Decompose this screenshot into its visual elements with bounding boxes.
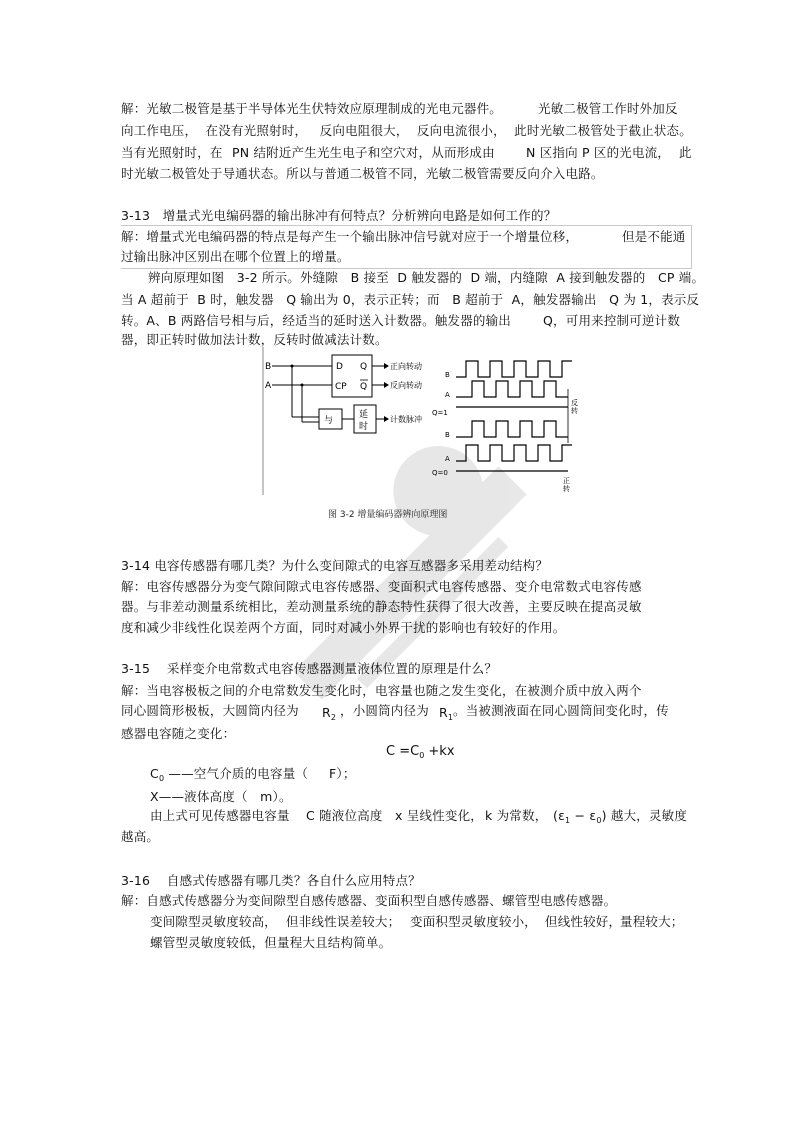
figure-caption: 图 3-2 增量编码器辨向原理图 <box>328 510 448 520</box>
intro-line-3d: 此 <box>679 145 692 160</box>
q315-answer-line-4c: x 呈线性变化， <box>395 808 483 823</box>
input-b-label: B <box>265 362 272 372</box>
q313-title: 3-13 增量式光电编码器的输出脉冲有何特点？分析辨向电路是如何工作的？ <box>121 208 557 223</box>
q315-title: 3-15 采样变介电常数式电容传感器测量液体位置的原理是什么？ <box>121 661 498 676</box>
q313-answer-line-1b: 但是不能通 <box>622 229 686 244</box>
q316-title: 3-16 自感式传感器有哪几类？各自什么应用特点？ <box>121 873 421 888</box>
forward-label-2: 转 <box>563 485 570 493</box>
intro-line-1a: 解：光敏二极管是基于半导体光生伏特效应原理制成的光电元器件。 <box>121 101 503 116</box>
delay-label-2: 时 <box>359 422 369 432</box>
reverse-label-2: 转 <box>571 407 578 415</box>
intro-line-2: 向工作电压， 在没有光照射时， 反向电阻很大， 反向电流很小， 此时光敏二极管处于截止状态。 <box>121 123 692 138</box>
q314-answer-line-3: 度和减少非线性化误差两个方面，同时对减小外界干扰的影响也有较好的作用。 <box>121 620 566 635</box>
reverse-label-1: 反 <box>571 399 578 407</box>
wave-b2-label: B <box>445 431 450 439</box>
q315-answer-line-4d: k 为常数， <box>485 808 548 823</box>
q313-answer-line-3: 辨向原理如图 3-2 所示。外缝隙 B 接至 D 触发器的 D 端，内缝隙 A 接到触发器的 CP 端。 <box>148 270 705 285</box>
q313-answer-line-1a: 解：增量式光电编码器的特点是每产生一个输出脉冲信号就对应于一个增量位移， <box>121 229 579 244</box>
intro-line-4: 时光敏二极管处于导通状态。所以与普通二极管不同，光敏二极管需要反向介入电路。 <box>121 166 604 181</box>
and-gate-label: 与 <box>324 416 334 426</box>
definition-x: X——液体高度（ m）。 <box>150 789 292 804</box>
ff-qbar-label: Q <box>360 382 368 392</box>
input-a-label: A <box>265 381 272 391</box>
q316-answer-line-2c: 变面积型灵敏度较小， <box>410 914 538 929</box>
ff-q-label: Q <box>360 362 368 372</box>
q315-answer-line-2c: ，小圆筒内径为 <box>340 703 429 718</box>
ff-d-label: D <box>336 362 343 372</box>
forward-label-1: 正 <box>563 477 570 485</box>
delay-label-1: 延 <box>359 410 369 420</box>
q314-answer-line-1: 解：电容传感器分为变气隙间隙式电容传感器、变面积式电容传感器、变介电常数式电容传感 <box>121 579 642 594</box>
definition-c0: $C_0$ ——空气介质的电容量（ F）； <box>150 766 356 783</box>
q316-answer-line-2b: 但非线性误差较大； <box>286 914 401 929</box>
epsilon-difference: $(\varepsilon_1 - \varepsilon_0)$ 越大，灵敏度 <box>553 808 688 825</box>
count-pulse-label: 计数脉冲 <box>390 415 422 424</box>
q315-answer-line-1: 解：当电容极板之间的介电常数发生变化时，电容量也随之发生变化，在被测介质中放入两个 <box>121 683 642 698</box>
q316-answer-line-2a: 变间隙型灵敏度较高， <box>150 914 278 929</box>
q313-answer-line-5b: Q，可用来控制可逆计数 <box>543 313 681 328</box>
inner-radius-small: $R_1$ <box>439 705 454 722</box>
capacitance-formula: $C =C_0 +kx$ <box>386 744 455 760</box>
q315-answer-line-4b: C 随液位高度 <box>306 808 383 823</box>
q313-answer-line-5a: 转。A、B 两路信号相与后，经适当的延时送入计数器。触发器的输出 <box>121 313 512 328</box>
wave-q0-label: Q=0 <box>432 469 448 477</box>
q315-answer-line-5: 越高。 <box>121 829 160 844</box>
q316-answer-line-2d: 但线性较好， <box>545 914 622 929</box>
wave-b1-label: B <box>445 371 450 379</box>
wave-a2-label: A <box>445 455 450 463</box>
intro-line-1b: 光敏二极管工作时外加反 <box>538 101 678 116</box>
reverse-output-label: 反向转动 <box>390 381 422 390</box>
q316-answer-line-3: 螺管型灵敏度较低，但量程大且结构简单。 <box>150 935 392 950</box>
wave-a1-label: A <box>445 391 450 399</box>
wave-q1-label: Q=1 <box>432 409 448 417</box>
q316-answer-line-2e: 量程较大； <box>620 914 684 929</box>
intro-line-3b: PN 结附近产生光生电子和空穴对，从而形成由 <box>232 145 495 160</box>
q316-answer-line-1: 解：自感式传感器分为变间隙型自感传感器、变面积型自感传感器、螺管型电感传感器。 <box>121 893 617 908</box>
q314-answer-line-2: 器。与非差动测量系统相比，差动测量系统的静态特性获得了很大改善，主要反映在提高灵敏 <box>121 599 642 614</box>
q314-title: 3-14 电容传感器有哪几类？为什么变间隙式的电容互感器多采用差动结构？ <box>121 558 549 573</box>
q315-answer-line-2e: 。当被测液面在同心圆筒间变化时，传 <box>453 703 669 718</box>
intro-line-3a: 当有光照射时，在 <box>121 145 223 160</box>
encoder-direction-diagram <box>262 347 578 495</box>
q315-answer-line-3: 感器电容随之变化： <box>121 726 236 741</box>
ff-cp-label: CP <box>335 382 347 392</box>
intro-line-3c: N 区指向 P 区的光电流， <box>526 145 671 160</box>
forward-output-label: 正向转动 <box>390 362 422 371</box>
q313-answer-line-6: 器，即正转时做加法计数，反转时做减法计数。 <box>121 332 388 347</box>
q313-answer-line-2: 过输出脉冲区别出在哪个位置上的增量。 <box>121 249 350 264</box>
q315-answer-line-2a: 同心圆筒形极板，大圆筒内径为 <box>121 703 299 718</box>
q313-answer-line-4: 当 A 超前于 B 时，触发器 Q 输出为 0，表示正转；而 B 超前于 A，触发器输出 Q 为 1，表示反 <box>121 292 700 307</box>
inner-radius-big: $R_2$ <box>322 705 337 722</box>
q315-answer-line-4a: 由上式可见传感器电容量 <box>150 808 290 823</box>
